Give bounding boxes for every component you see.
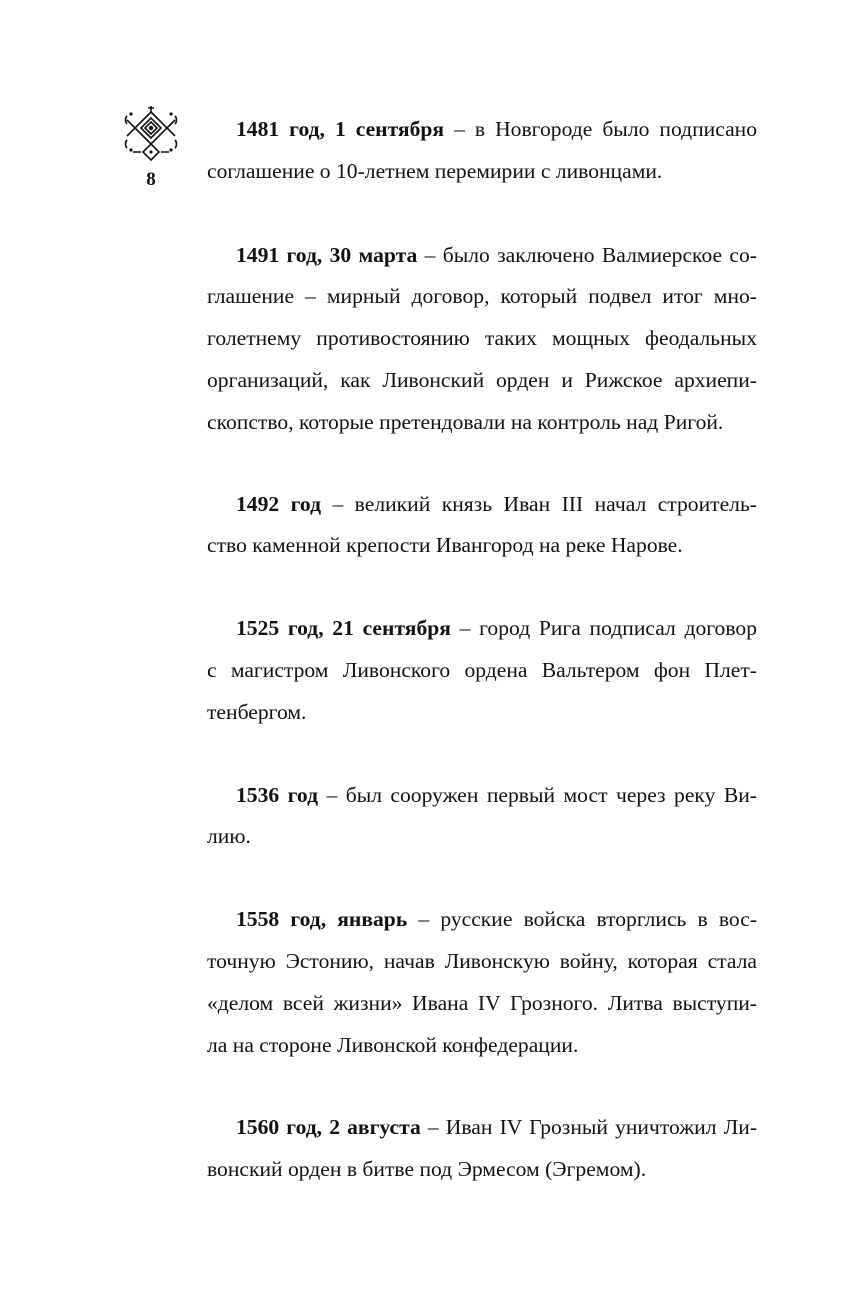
entry-date: 1491 год, 30 марта <box>236 242 418 267</box>
chronology-entry <box>207 109 757 193</box>
entry-line: ство каменной крепости Ивангород на реке Нарове. <box>207 533 683 558</box>
entry-line: организаций, как Ливонский орден и Рижское архиепи- <box>207 367 757 392</box>
entry-line: лию. <box>207 824 251 849</box>
entry-line: «делом всей жизни» Ивана IV Грозного. Литва выступи- <box>207 990 757 1015</box>
entry-line: с магистром Ливонского ордена Вальтером фон Плет- <box>207 657 757 682</box>
chronology-entry <box>207 1107 757 1191</box>
entry-line: 1560 год, 2 августа – Иван IV Грозный уничтожил Ли- <box>236 1115 758 1140</box>
entry-date: 1560 год, 2 августа <box>236 1115 421 1140</box>
entry-date: 1492 год <box>236 491 321 516</box>
entry-line: глашение – мирный договор, который подвел итог мно- <box>207 284 757 309</box>
entry-line: 1525 год, 21 сентября – город Рига подписал договор <box>236 616 757 641</box>
folk-ornament-icon <box>123 104 179 162</box>
entry-line: 1536 год – был сооружен первый мост через реку Ви- <box>236 782 758 807</box>
entry-line: 1492 год – великий князь Иван III начал строитель- <box>236 491 757 516</box>
entry-line: голетнему противостоянию таких мощных феодальных <box>207 326 757 351</box>
chronology-entry <box>207 608 757 733</box>
entry-line: 1491 год, 30 марта – было заключено Валмиерское со- <box>236 242 757 267</box>
entry-line: скопство, которые претендовали на контроль над Ригой. <box>207 409 724 434</box>
chronology-entry <box>207 235 757 444</box>
entry-date: 1536 год <box>236 782 319 807</box>
chronology-list <box>207 109 757 1233</box>
entry-date: 1525 год, 21 сентября <box>236 616 451 641</box>
entry-line: вонский орден в битве под Эрмесом (Эгремом). <box>207 1157 647 1182</box>
chronology-entry <box>207 899 757 1066</box>
entry-date: 1558 год, январь <box>236 907 408 932</box>
chronology-entry <box>207 775 757 859</box>
entry-line: соглашение о 10-летнем перемирии с ливонцами. <box>207 158 663 183</box>
entry-line: тенбергом. <box>207 699 307 724</box>
entry-line: ла на стороне Ливонской конфедерации. <box>207 1032 579 1057</box>
entry-line: точную Эстонию, начав Ливонскую войну, которая стала <box>207 948 757 973</box>
chronology-entry <box>207 484 757 568</box>
page-number: 8 <box>146 169 156 190</box>
entry-date: 1481 год, 1 сентября <box>236 117 445 141</box>
entry-line: 1558 год, январь – русские войска вторглись в вос- <box>236 907 758 932</box>
entry-line: 1481 год, 1 сентября – в Новгороде было подписано <box>236 117 758 141</box>
page-marker <box>121 104 181 189</box>
